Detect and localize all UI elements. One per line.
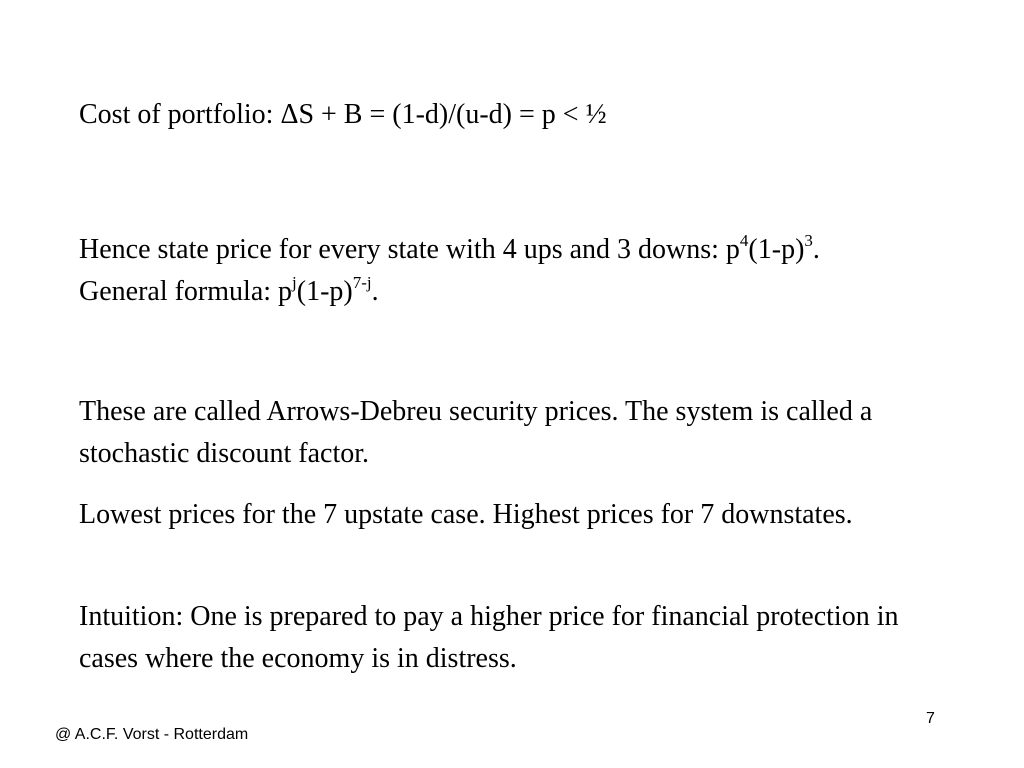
state-price-suffix: .: [812, 234, 820, 265]
state-price-prefix: Hence state price for every state with 4 ups and 3 downs: p: [79, 234, 740, 265]
general-formula-suffix: .: [371, 276, 379, 307]
portfolio-cost-text: Cost of portfolio: ΔS + B = (1-d)/(u-d) = p < ½: [79, 99, 607, 130]
general-formula-exponent-7-j: 7-j: [352, 272, 372, 292]
lowest-prices-text: Lowest prices for the 7 upstate case. Highest prices for 7 downstates.: [79, 499, 853, 530]
state-price-exponent-ups: 4: [739, 230, 749, 250]
state-price-middle: (1-p): [748, 234, 805, 265]
state-price-text: [79, 229, 820, 271]
general-formula-text: [79, 271, 379, 313]
intuition-text: Intuition: One is prepared to pay a higher price for financial protection in cases where the economy is in distress.: [79, 601, 899, 674]
general-formula-exponent-j: j: [292, 272, 297, 292]
page-number: 7: [926, 710, 935, 727]
general-formula-middle: (1-p): [296, 276, 353, 307]
general-formula-prefix: General formula: p: [79, 276, 293, 307]
footer-credit: @ A.C.F. Vorst - Rotterdam: [55, 726, 249, 743]
state-price-exponent-downs: 3: [804, 230, 813, 250]
arrow-debreu-text: These are called Arrows-Debreu security prices. The system is called a stochastic discount factor.: [79, 396, 873, 469]
